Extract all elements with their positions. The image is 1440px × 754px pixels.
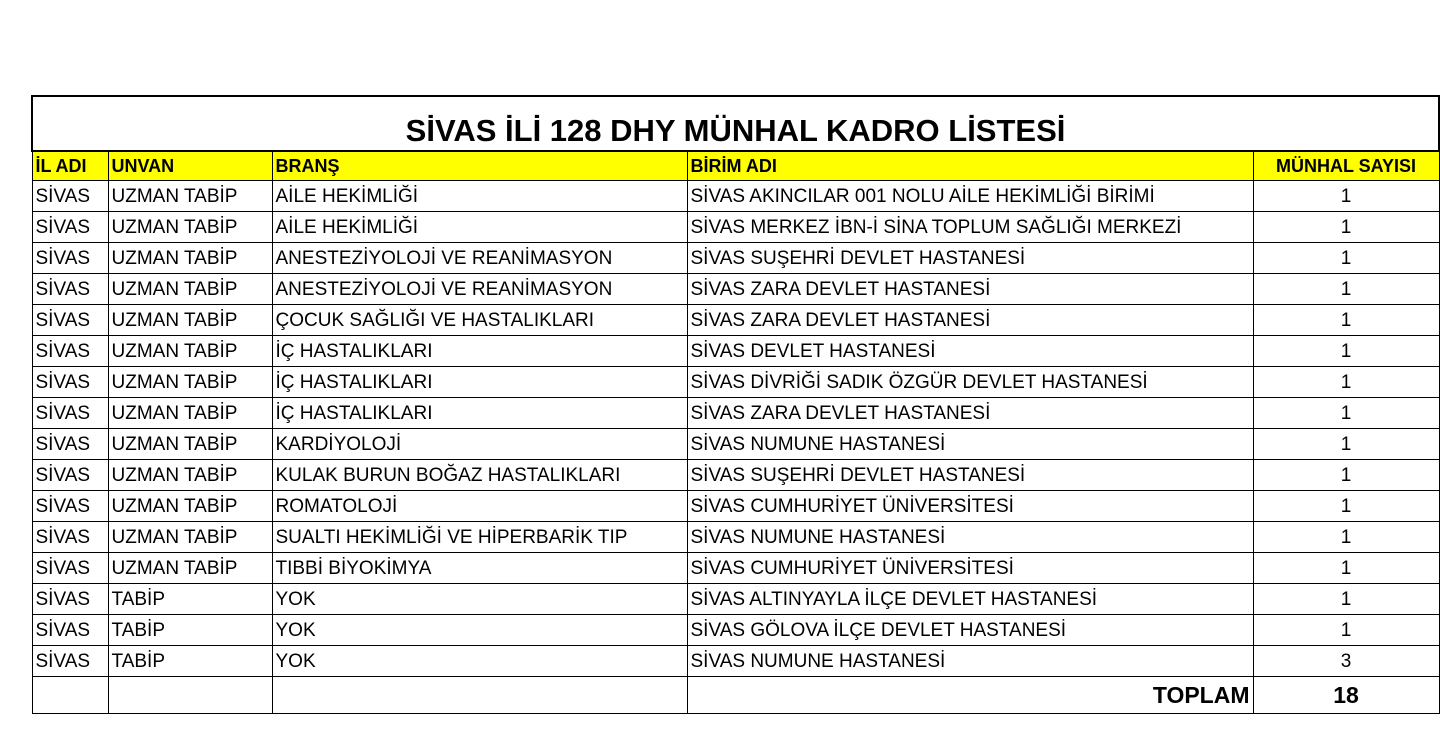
- cell-brans: İÇ HASTALIKLARI: [272, 367, 687, 398]
- cell-munhal-sayisi: 1: [1253, 398, 1439, 429]
- cell-munhal-sayisi: 1: [1253, 243, 1439, 274]
- vacancy-table: [31, 95, 1440, 714]
- cell-brans: YOK: [272, 584, 687, 615]
- cell-birim: SİVAS CUMHURİYET ÜNİVERSİTESİ: [687, 553, 1253, 584]
- column-header-il-adi: İL ADI: [32, 151, 108, 181]
- cell-birim: SİVAS NUMUNE HASTANESİ: [687, 646, 1253, 677]
- table-row: [32, 584, 1439, 615]
- table-row: [32, 615, 1439, 646]
- cell-birim: SİVAS SUŞEHRİ DEVLET HASTANESİ: [687, 460, 1253, 491]
- cell-brans: ANESTEZİYOLOJİ VE REANİMASYON: [272, 274, 687, 305]
- cell-brans: ANESTEZİYOLOJİ VE REANİMASYON: [272, 243, 687, 274]
- column-header-munhal-sayisi: MÜNHAL SAYISI: [1253, 151, 1439, 181]
- cell-munhal-sayisi: 1: [1253, 336, 1439, 367]
- total-label: TOPLAM: [687, 677, 1253, 714]
- cell-unvan: UZMAN TABİP: [108, 243, 272, 274]
- total-row: [32, 677, 1439, 714]
- cell-il: SİVAS: [32, 522, 108, 553]
- cell-unvan: UZMAN TABİP: [108, 212, 272, 243]
- table-row: [32, 336, 1439, 367]
- cell-birim: SİVAS ZARA DEVLET HASTANESİ: [687, 274, 1253, 305]
- cell-unvan: UZMAN TABİP: [108, 522, 272, 553]
- cell-unvan: UZMAN TABİP: [108, 460, 272, 491]
- table-row: [32, 243, 1439, 274]
- total-empty-cell: [32, 677, 108, 714]
- table-row: [32, 429, 1439, 460]
- cell-birim: SİVAS ALTINYAYLA İLÇE DEVLET HASTANESİ: [687, 584, 1253, 615]
- cell-il: SİVAS: [32, 615, 108, 646]
- cell-brans: KULAK BURUN BOĞAZ HASTALIKLARI: [272, 460, 687, 491]
- cell-munhal-sayisi: 1: [1253, 460, 1439, 491]
- cell-munhal-sayisi: 3: [1253, 646, 1439, 677]
- cell-brans: KARDİYOLOJİ: [272, 429, 687, 460]
- column-header-birim-adi: BİRİM ADI: [687, 151, 1253, 181]
- cell-il: SİVAS: [32, 460, 108, 491]
- cell-brans: ÇOCUK SAĞLIĞI VE HASTALIKLARI: [272, 305, 687, 336]
- cell-unvan: UZMAN TABİP: [108, 336, 272, 367]
- cell-munhal-sayisi: 1: [1253, 212, 1439, 243]
- table-body: [32, 181, 1439, 677]
- cell-unvan: TABİP: [108, 646, 272, 677]
- cell-unvan: UZMAN TABİP: [108, 305, 272, 336]
- cell-il: SİVAS: [32, 646, 108, 677]
- column-header-unvan: UNVAN: [108, 151, 272, 181]
- total-empty-cell: [108, 677, 272, 714]
- cell-brans: İÇ HASTALIKLARI: [272, 398, 687, 429]
- cell-munhal-sayisi: 1: [1253, 584, 1439, 615]
- table-row: [32, 522, 1439, 553]
- cell-munhal-sayisi: 1: [1253, 553, 1439, 584]
- table-row: [32, 212, 1439, 243]
- table-row: [32, 305, 1439, 336]
- cell-unvan: UZMAN TABİP: [108, 398, 272, 429]
- cell-il: SİVAS: [32, 212, 108, 243]
- cell-munhal-sayisi: 1: [1253, 367, 1439, 398]
- cell-brans: TIBBİ BİYOKİMYA: [272, 553, 687, 584]
- cell-unvan: UZMAN TABİP: [108, 553, 272, 584]
- cell-birim: SİVAS ZARA DEVLET HASTANESİ: [687, 305, 1253, 336]
- cell-il: SİVAS: [32, 429, 108, 460]
- table-row: [32, 367, 1439, 398]
- cell-brans: ROMATOLOJİ: [272, 491, 687, 522]
- cell-brans: İÇ HASTALIKLARI: [272, 336, 687, 367]
- cell-brans: SUALTI HEKİMLİĞİ VE HİPERBARİK TIP: [272, 522, 687, 553]
- cell-brans: YOK: [272, 646, 687, 677]
- cell-munhal-sayisi: 1: [1253, 491, 1439, 522]
- cell-il: SİVAS: [32, 305, 108, 336]
- table-row: [32, 646, 1439, 677]
- cell-birim: SİVAS DEVLET HASTANESİ: [687, 336, 1253, 367]
- table-row: [32, 460, 1439, 491]
- total-value: 18: [1253, 677, 1439, 714]
- header-row: [32, 151, 1439, 181]
- cell-unvan: UZMAN TABİP: [108, 367, 272, 398]
- cell-munhal-sayisi: 1: [1253, 181, 1439, 212]
- cell-unvan: TABİP: [108, 615, 272, 646]
- cell-munhal-sayisi: 1: [1253, 615, 1439, 646]
- cell-brans: YOK: [272, 615, 687, 646]
- cell-munhal-sayisi: 1: [1253, 305, 1439, 336]
- cell-birim: SİVAS AKINCILAR 001 NOLU AİLE HEKİMLİĞİ BİRİMİ: [687, 181, 1253, 212]
- column-header-brans: BRANŞ: [272, 151, 687, 181]
- cell-unvan: TABİP: [108, 584, 272, 615]
- table-title: SİVAS İLİ 128 DHY MÜNHAL KADRO LİSTESİ: [32, 96, 1439, 151]
- cell-unvan: UZMAN TABİP: [108, 429, 272, 460]
- table-row: [32, 398, 1439, 429]
- cell-munhal-sayisi: 1: [1253, 429, 1439, 460]
- cell-il: SİVAS: [32, 553, 108, 584]
- cell-il: SİVAS: [32, 181, 108, 212]
- table-row: [32, 274, 1439, 305]
- cell-munhal-sayisi: 1: [1253, 522, 1439, 553]
- cell-unvan: UZMAN TABİP: [108, 274, 272, 305]
- cell-birim: SİVAS ZARA DEVLET HASTANESİ: [687, 398, 1253, 429]
- cell-il: SİVAS: [32, 243, 108, 274]
- table-row: [32, 491, 1439, 522]
- cell-il: SİVAS: [32, 491, 108, 522]
- cell-il: SİVAS: [32, 584, 108, 615]
- cell-brans: AİLE HEKİMLİĞİ: [272, 181, 687, 212]
- cell-birim: SİVAS DİVRİĞİ SADIK ÖZGÜR DEVLET HASTANESİ: [687, 367, 1253, 398]
- cell-munhal-sayisi: 1: [1253, 274, 1439, 305]
- cell-il: SİVAS: [32, 398, 108, 429]
- cell-birim: SİVAS MERKEZ İBN-İ SİNA TOPLUM SAĞLIĞI MERKEZİ: [687, 212, 1253, 243]
- total-empty-cell: [272, 677, 687, 714]
- cell-birim: SİVAS SUŞEHRİ DEVLET HASTANESİ: [687, 243, 1253, 274]
- cell-il: SİVAS: [32, 367, 108, 398]
- cell-birim: SİVAS GÖLOVA İLÇE DEVLET HASTANESİ: [687, 615, 1253, 646]
- cell-il: SİVAS: [32, 274, 108, 305]
- table-row: [32, 553, 1439, 584]
- cell-birim: SİVAS CUMHURİYET ÜNİVERSİTESİ: [687, 491, 1253, 522]
- cell-unvan: UZMAN TABİP: [108, 181, 272, 212]
- cell-birim: SİVAS NUMUNE HASTANESİ: [687, 429, 1253, 460]
- cell-brans: AİLE HEKİMLİĞİ: [272, 212, 687, 243]
- cell-il: SİVAS: [32, 336, 108, 367]
- cell-unvan: UZMAN TABİP: [108, 491, 272, 522]
- table-row: [32, 181, 1439, 212]
- cell-birim: SİVAS NUMUNE HASTANESİ: [687, 522, 1253, 553]
